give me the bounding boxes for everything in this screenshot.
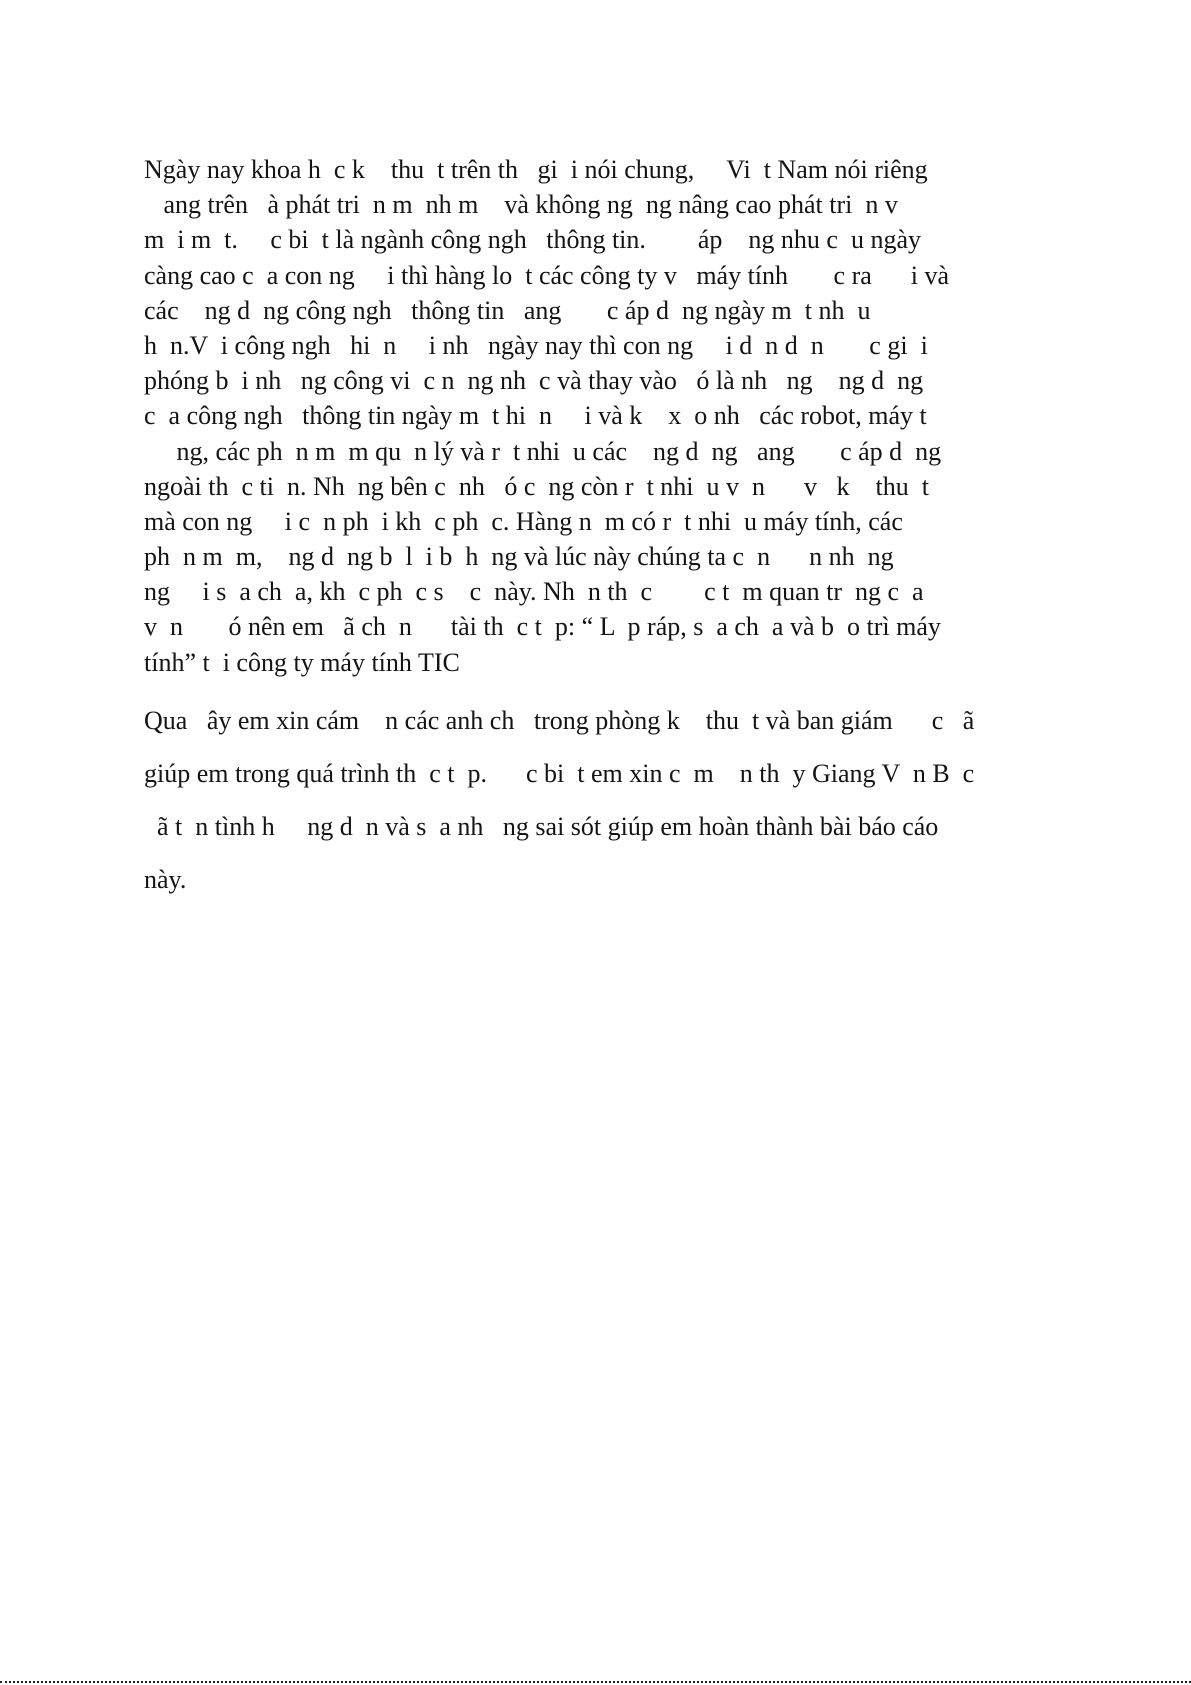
paragraph-line: ang trên à phát tri n m nh m và không ng ng nâng cao phát tri n v [144, 190, 898, 220]
paragraph-line: các ng d ng công ngh thông tin ang c áp d ng ngày m t nh u [144, 295, 871, 325]
paragraph-line: càng cao c a con ng i thì hàng lo t các công ty v máy tính c ra i và [144, 260, 950, 290]
paragraph-line: Qua ây em xin cám n các anh ch trong phòng k thu t và ban giám c ã [144, 706, 975, 735]
paragraph-line: m i m t. c bi t là ngành công ngh thông tin. áp ng nhu c u ngày [144, 225, 922, 255]
paragraph-line: tính” t i công ty máy tính TIC [144, 647, 460, 677]
paragraph-line: ph n m m, ng d ng b l i b h ng và lúc này chúng ta c n n nh ng [144, 542, 894, 572]
paragraph-line: phóng b i nh ng công vi c n ng nh c và thay vào ó là nh ng ng d ng [144, 366, 924, 396]
paragraph-line: này. [144, 865, 187, 894]
paragraph-line: mà con ng i c n ph i kh c ph c. Hàng n m có r t nhi u máy tính, các [144, 506, 903, 536]
acknowledgement-paragraph [144, 694, 1084, 906]
paragraph-line: ng i s a ch a, kh c ph c s c này. Nh n th c c t m quan tr ng c a [144, 577, 924, 607]
intro-paragraph [144, 152, 1084, 680]
paragraph-line: ngoài th c ti n. Nh ng bên c nh ó c ng còn r t nhi u v n v k thu t [144, 471, 929, 501]
paragraph-line: ã t n tình h ng d n và s a nh ng sai sót giúp em hoàn thành bài báo cáo [144, 812, 939, 841]
paragraph-line: ng, các ph n m m qu n lý và r t nhi u các ng d ng ang c áp d ng [144, 436, 942, 466]
paragraph-line: c a công ngh thông tin ngày m t hi n i và k x o nh các robot, máy t [144, 401, 927, 431]
paragraph-line: v n ó nên em ã ch n tài th c t p: “ L p ráp, s a ch a và b o trì máy [144, 612, 941, 642]
paragraph-line: giúp em trong quá trình th c t p. c bi t em xin c m n th y Giang V n B c [144, 759, 975, 788]
paragraph-line: h n.V i công ngh hi n i nh ngày nay thì con ng i d n d n c gi i [144, 330, 928, 360]
paragraph-line: Ngày nay khoa h c k thu t trên th gi i nói chung, Vi t Nam nói riêng [144, 155, 928, 184]
page-bottom-divider [0, 1681, 1191, 1683]
